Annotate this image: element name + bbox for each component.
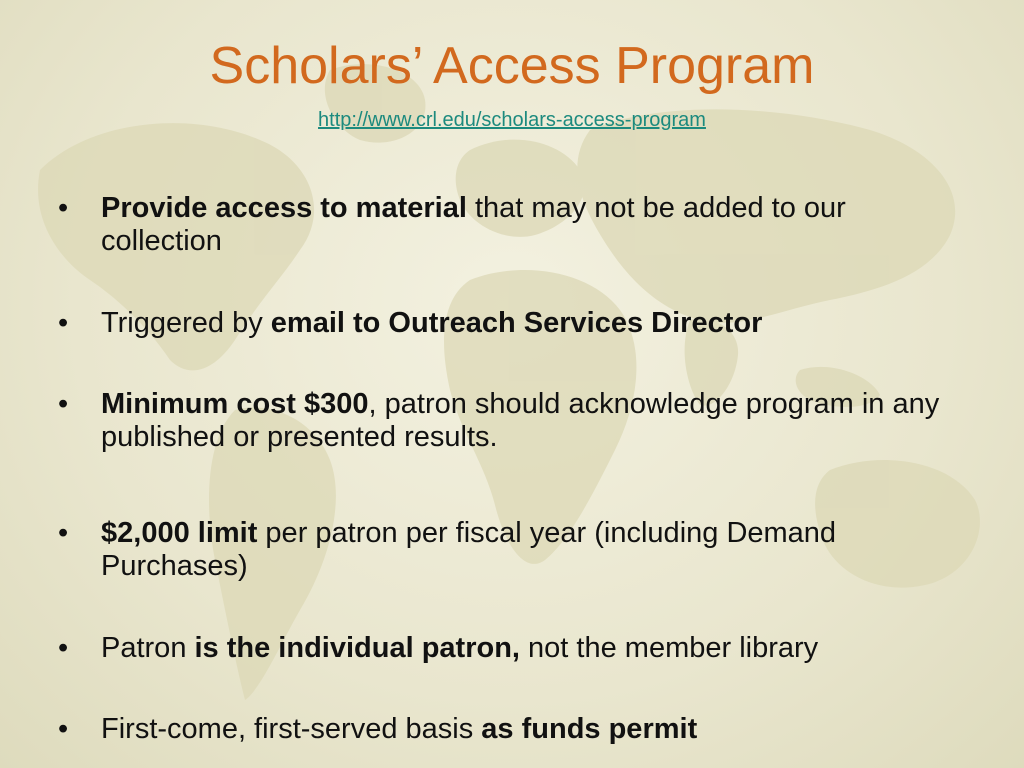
bullet-bold-text: $2,000 limit [101,517,258,549]
bullet-bold-text: as funds permit [481,713,698,745]
bullet-dot-icon: • [58,713,69,745]
bullet-text: Triggered by [101,307,271,339]
slide-title: Scholars’ Access Program [209,37,815,95]
bullet-dot-icon: • [58,307,69,339]
bullet-text: that may not be added to our collection [101,192,846,257]
bullet-bold-text: is the individual patron, [194,632,520,664]
bullet-dot-icon: • [58,388,69,420]
bullet-bold-text: email to Outreach Services Director [270,307,763,339]
bullet-item-patron [58,632,978,665]
bullet-dot-icon: • [58,517,69,549]
bullet-text: , patron should acknowledge program in any published or presented results. [101,388,940,453]
bullet-item-limit [58,517,978,583]
bullet-item-access [58,192,978,258]
bullet-bold-text: Provide access to material [101,192,467,224]
bullet-item-minimum-cost [58,388,978,454]
bullet-item-triggered [58,307,978,340]
bullet-dot-icon: • [58,632,69,664]
bullet-text: Patron [101,632,195,664]
program-url-link[interactable]: http://www.crl.edu/scholars-access-program [318,109,706,131]
bullet-text-tail: not the member library [519,632,819,664]
bullet-text: per patron per fiscal year (including Demand Purchases) [101,517,837,582]
bullet-item-first-come [58,713,978,746]
bullet-dot-icon: • [58,192,69,224]
bullet-text: First-come, first-served basis [101,713,482,745]
bullet-bold-text: Minimum cost $300 [101,388,369,420]
